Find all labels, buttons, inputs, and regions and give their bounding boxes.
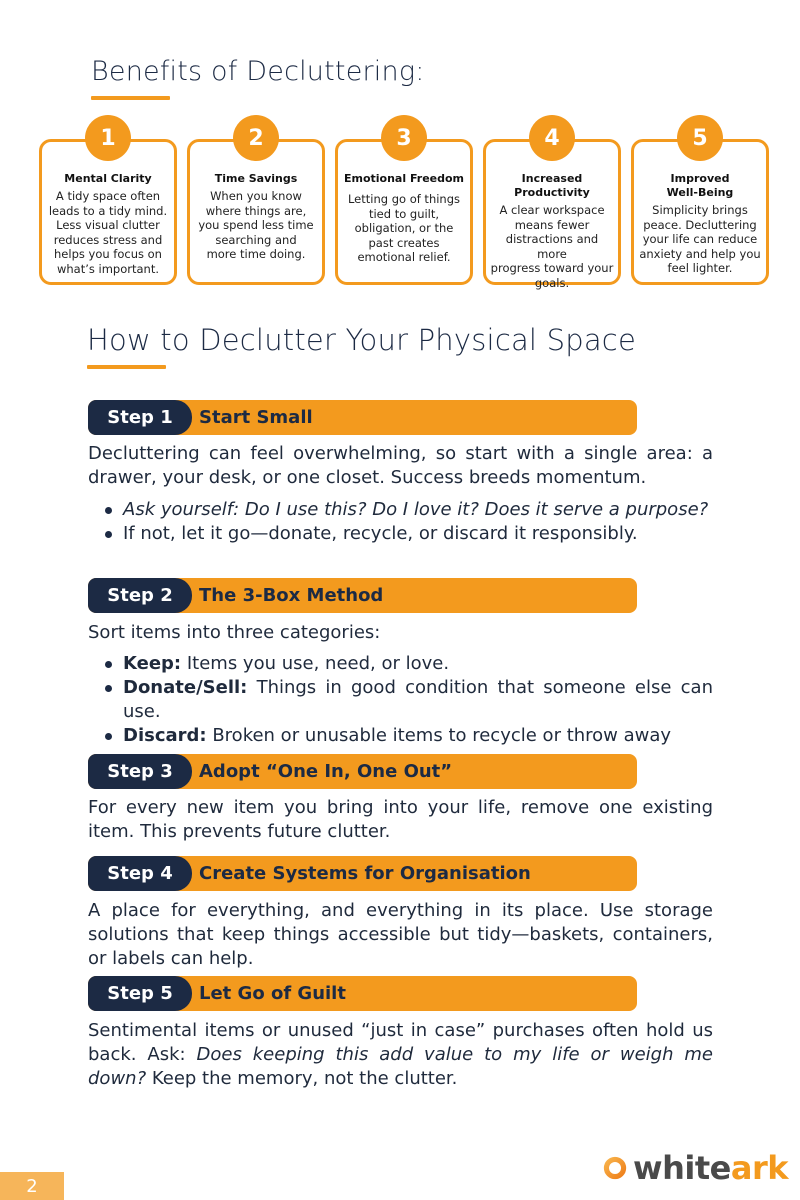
step-5-text: Sentimental items or unused “just in case” purchases often hold us back. Ask: Does keeping this add value to my life or weigh me down? Keep the memory, not the clutter. [88,1020,714,1089]
step-1-bullets [100,498,713,546]
list-item: Discard: Broken or unusable items to recycle or throw away [100,724,713,748]
benefits-heading: Benefits of Decluttering: [91,56,425,87]
benefit-card-text: A clear workspace means fewer distractions and more progress toward your goals. [490,203,614,290]
logo-text-ark: ark [730,1149,788,1187]
whiteark-logo [603,1146,788,1190]
step-2-label: Step 2 [88,578,192,613]
logo-text-white: white [633,1149,731,1187]
step-5-title: Let Go of Guilt [199,983,346,1004]
benefit-number-badge-5: 5 [677,115,723,161]
step-3-label: Step 3 [88,754,192,789]
step-3-title: Adopt “One In, One Out” [199,761,453,782]
step-2-text: Sort items into three categories: [88,622,381,643]
step-1-bar [88,400,637,435]
benefit-card-title: Mental Clarity [64,172,152,185]
logo-ring-icon [603,1147,627,1189]
benefit-card-title: Emotional Freedom [343,172,465,185]
list-item: Donate/Sell: Things in good condition that someone else can use. [100,676,713,724]
step-2-bar [88,578,637,613]
step-4-text: A place for everything, and everything in its place. Use storage solutions that keep things accessible but tidy—baskets, containers, or labels can help. [88,900,713,969]
benefit-number-badge-2: 2 [233,115,279,161]
howto-heading: How to Declutter Your Physical Space [87,323,636,357]
benefit-card-title: Increased Productivity [514,172,590,199]
step-2-bullets [100,652,713,748]
step-3-bar [88,754,637,789]
benefit-number-badge-3: 3 [381,115,427,161]
step-1-text: Decluttering can feel overwhelming, so start with a single area: a drawer, your desk, or one closet. Success breeds momentum. [88,443,713,488]
page-number: 2 [0,1172,64,1200]
benefit-card-title: Improved Well-Being [666,172,734,199]
step-3-text: For every new item you bring into your life, remove one existing item. This prevents future clutter. [88,797,713,842]
howto-heading-underline [87,365,166,369]
step-2-title: The 3-Box Method [199,585,384,606]
benefit-card-text: Simplicity brings peace. Decluttering your life can reduce anxiety and help you feel lighter. [639,203,761,275]
step-4-label: Step 4 [88,856,192,891]
step-5-label: Step 5 [88,976,192,1011]
benefit-card-title: Time Savings [214,172,298,185]
benefit-number-badge-1: 1 [85,115,131,161]
step-1-title: Start Small [199,407,313,428]
benefit-card-text: A tidy space often leads to a tidy mind. Less visual clutter reduces stress and helps you focus on what’s important. [48,189,168,276]
step-5-bar [88,976,637,1011]
step-4-bar [88,856,637,891]
benefits-heading-underline [91,96,170,100]
list-item: Ask yourself: Do I use this? Do I love it? Does it serve a purpose? [100,498,713,522]
list-item: If not, let it go—donate, recycle, or discard it responsibly. [100,522,713,546]
benefit-card-text: When you know where things are, you spend less time searching and more time doing. [198,189,314,261]
step-4-title: Create Systems for Organisation [199,863,531,884]
list-item: Keep: Items you use, need, or love. [100,652,713,676]
benefit-card-text: Letting go of things tied to guilt, obligation, or the past creates emotional relief. [347,192,461,264]
benefit-number-badge-4: 4 [529,115,575,161]
step-1-label: Step 1 [88,400,192,435]
